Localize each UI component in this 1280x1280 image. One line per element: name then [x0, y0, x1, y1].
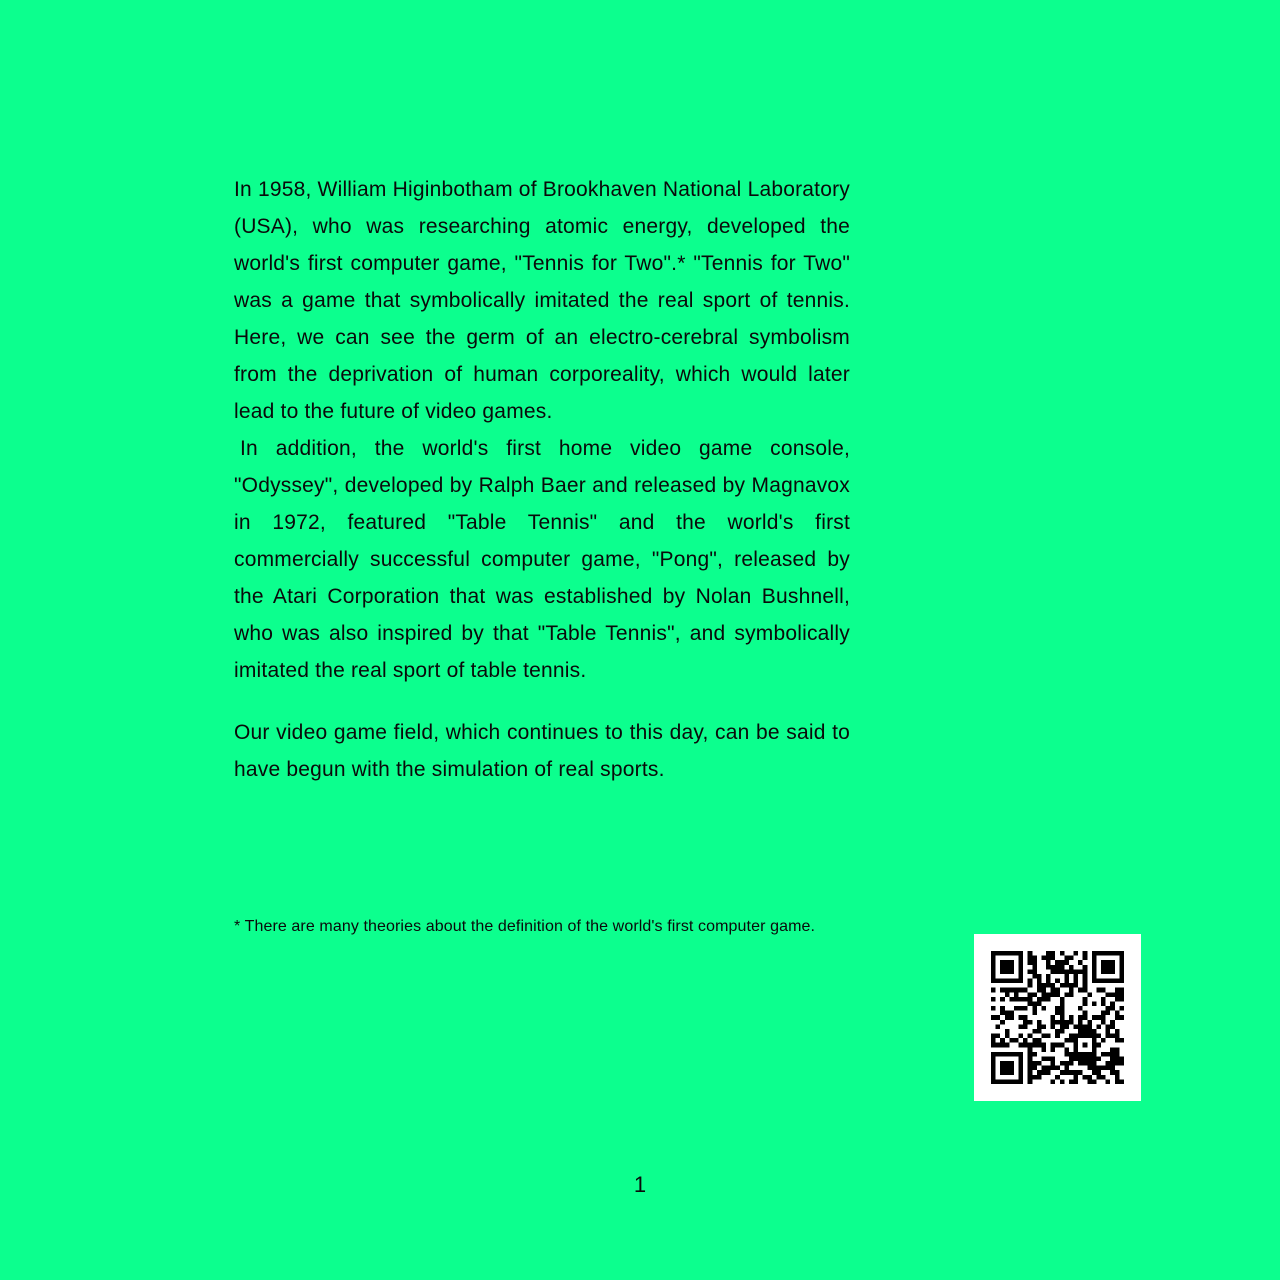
qr-code-icon: [991, 951, 1124, 1084]
body-text: [234, 171, 850, 788]
paragraph-tennis-for-two: In 1958, William Higinbotham of Brookhaven National Laboratory (USA), who was researching atomic energy, developed the world's first computer game, "Tennis for Two".* "Tennis for Two" was a game that symbolically imitated the real sport of tennis. Here, we can see the germ of an electro-cerebral symbolism from the deprivation of human corporeality, which would later lead to the future of video games.: [234, 178, 850, 423]
qr-code[interactable]: [974, 934, 1141, 1101]
footnote: * There are many theories about the definition of the world's first computer game.: [234, 918, 816, 935]
paragraph-conclusion: Our video game field, which continues to this day, can be said to have begun with the simulation of real sports.: [234, 721, 850, 781]
paragraph-odyssey-pong: In addition, the world's first home video game console, "Odyssey", developed by Ralph Baer and released by Magnavox in 1972, featured "Table Tennis" and the world's first commercially successful computer game, "Pong", released by the Atari Corporation that was established by Nolan Bushnell, who was also inspired by that "Table Tennis", and symbolically imitated the real sport of table tennis.: [234, 437, 850, 682]
page-number: 1: [633, 1172, 647, 1197]
